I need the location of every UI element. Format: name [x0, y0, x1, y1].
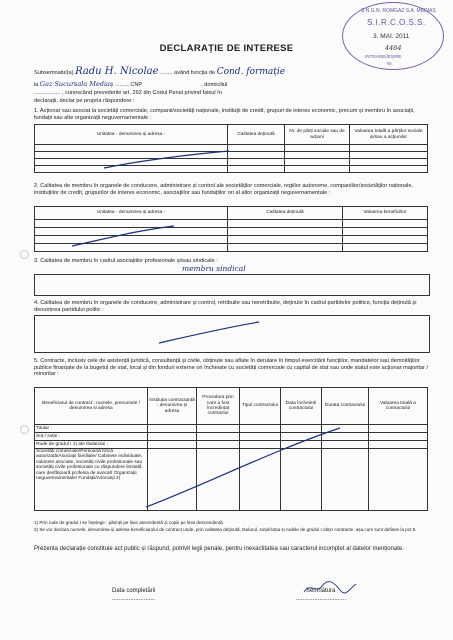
declarant-name: Radu H. Nicolae — [75, 66, 159, 77]
signature-label: Semnătura — [306, 588, 336, 594]
stamp-date: 3. MAI. 2011 — [373, 33, 410, 40]
stamp-nr: Nr. — [387, 61, 393, 66]
function-label: ........ având funcția de — [160, 70, 216, 76]
section-3-box — [34, 274, 430, 296]
punch-hole — [20, 425, 29, 434]
section-4-text: 4. Calitatea de membru în organele de conducere, administrare și control, retribuite sau neretribuite, deținute în cadrul partidelor politice, funcția deținută și denumirea partidului politic : — [34, 300, 417, 313]
section-2-text: 2. Calitatea de membru în organele de conducere, administrare și control ale societăților comerciale, regiilor autonome, companiilor/societăților naționale, instituțiilor de credit, grupurilor de interes economic, asociațiilor sau fundațiilor ori al altor organizații neguvernamentale : — [34, 183, 414, 196]
footnote-1: 1) Prin rude de gradul I se înțelege : părinții pe linie ascendentă și copiii pe linie descendentă. — [34, 520, 224, 525]
intro-line-4: declarații, declar pe propria răspundere : — [34, 98, 135, 104]
intro-line-2 — [34, 81, 227, 89]
s2-cancel-stroke — [34, 221, 428, 251]
s4-cancel-stroke — [34, 318, 428, 348]
s5-col-type: Tipul contractului — [240, 388, 281, 425]
row-companies: Societăți comerciale/Persoană fizică autorizată/Asociații familiale/ Cabinete individuale, cabinete asociate, societăți civile profesionale sau societăți civile profesionale cu răspundere limitată care desfășoară profesia de avocat/ Organizații neguvernamentale/ Fundații/Asociații 2) — [35, 449, 148, 511]
section-3-answer: membru sindical — [182, 264, 246, 273]
stamp-dept: S.I.R.C.O.S.S. — [367, 18, 426, 27]
la-label: la — [34, 82, 39, 88]
s5-col-procedure: Procedura prin care a fost încredințat contractul — [197, 388, 240, 425]
s2-col-role: Calitatea deținută — [228, 207, 343, 220]
date-dots: .......................... — [112, 596, 156, 602]
footnote-2: 2) Se vor declara numele, denumirea și adresa beneficiarului de contract unde, prin calitatea deținută, titularul, soțul/soția și rudele de gradul I obțin contracte, așa cum sunt definite la pct.5. — [34, 527, 417, 532]
s1-cancel-stroke — [34, 144, 428, 172]
punch-hole — [20, 250, 29, 259]
intro-line-3: ................. , cunoscând prevederile art. 292 din Codul Penal privind falsul în — [34, 90, 222, 96]
workplace: Gaz Sucursala Mediaș — [39, 80, 114, 88]
registration-stamp — [342, 2, 444, 70]
handwritten-signature — [300, 578, 360, 598]
row-spouse: Soț / soție : — [35, 433, 148, 441]
s5-col-date: Data încheierii contractului — [281, 388, 322, 425]
s5-col-value: Valoarea totală a contractului — [369, 388, 428, 425]
s5-col-beneficiary: Beneficiarul de contract : numele, prenumele / denumirea și adresa — [35, 388, 148, 425]
stamp-entry: INTRARE/IEȘIRE — [365, 54, 402, 59]
page-title: DECLARAȚIE DE INTERESE — [159, 43, 294, 54]
s2-col-benefits: Valoarea beneficiilor — [343, 207, 428, 220]
subsemnatul-label: Subsemnatul(a) — [34, 70, 74, 76]
s5-col-institution: Instituția contractantă : denumirea și adresa — [148, 388, 197, 425]
signature-dots: .............................. — [296, 596, 347, 602]
section-1-text: 1. Acționar sau asociat la societăți comerciale, companii/societăți naționale, instituții de credit, grupuri de interes economic, precum și membru în asociații, fundații sau alte organizații neguvernamentale : — [34, 108, 415, 121]
domiciliu-label: , domiciliul — [201, 82, 228, 88]
stamp-org: S.N.G.N. ROMGAZ S.A. MEDIAȘ — [361, 8, 436, 14]
intro-line-1 — [34, 66, 286, 77]
cnp-label: ........, CNP — [114, 82, 143, 88]
s5-col-duration: Durata contractului — [322, 388, 369, 425]
section-5-text: 5. Contracte, inclusiv cele de asistență juridică, consultanță și civile, obținute sau aflate în derulare în timpul exercitării funcțiilor, mandatelor sau demnităților publice finanțate de la bugetul de stat, local și din fonduri externe ori încheiate cu societăți comerciale cu capital de stat sau unde statul este acționar majoritar / minoritar : — [34, 358, 428, 378]
s5-cancel-stroke — [144, 425, 344, 515]
s1-col-role: Calitatea deținută — [228, 125, 285, 145]
date-label: Data completării — [112, 588, 156, 594]
s1-col-value: Valoarea totală a părților sociale și/sau a acțiunilor — [350, 125, 428, 145]
section-3-text: 3. Calitatea de membru în cadrul asociațiilor profesionale și/sau sindicale : — [34, 258, 218, 264]
s2-col-unit: Unitatea - denumirea și adresa - — [35, 207, 228, 220]
closing-statement: Prezenta declarație constituie act public și răspund, potrivit legii penale, pentru inexactitatea sau caracterul incomplet al datelor menționate. — [34, 546, 404, 552]
s1-col-shares: Nr. de părți sociale sau de acțiuni — [285, 125, 350, 145]
row-relatives: Rude de gradul I 1) ale titularului : — [35, 441, 148, 449]
row-titular: Titular : — [35, 425, 148, 433]
stamp-number: 4464 — [385, 44, 402, 52]
s1-col-unit: Unitatea - denumirea și adresa - — [35, 125, 228, 145]
declarant-function: Cond. formație — [216, 67, 286, 77]
